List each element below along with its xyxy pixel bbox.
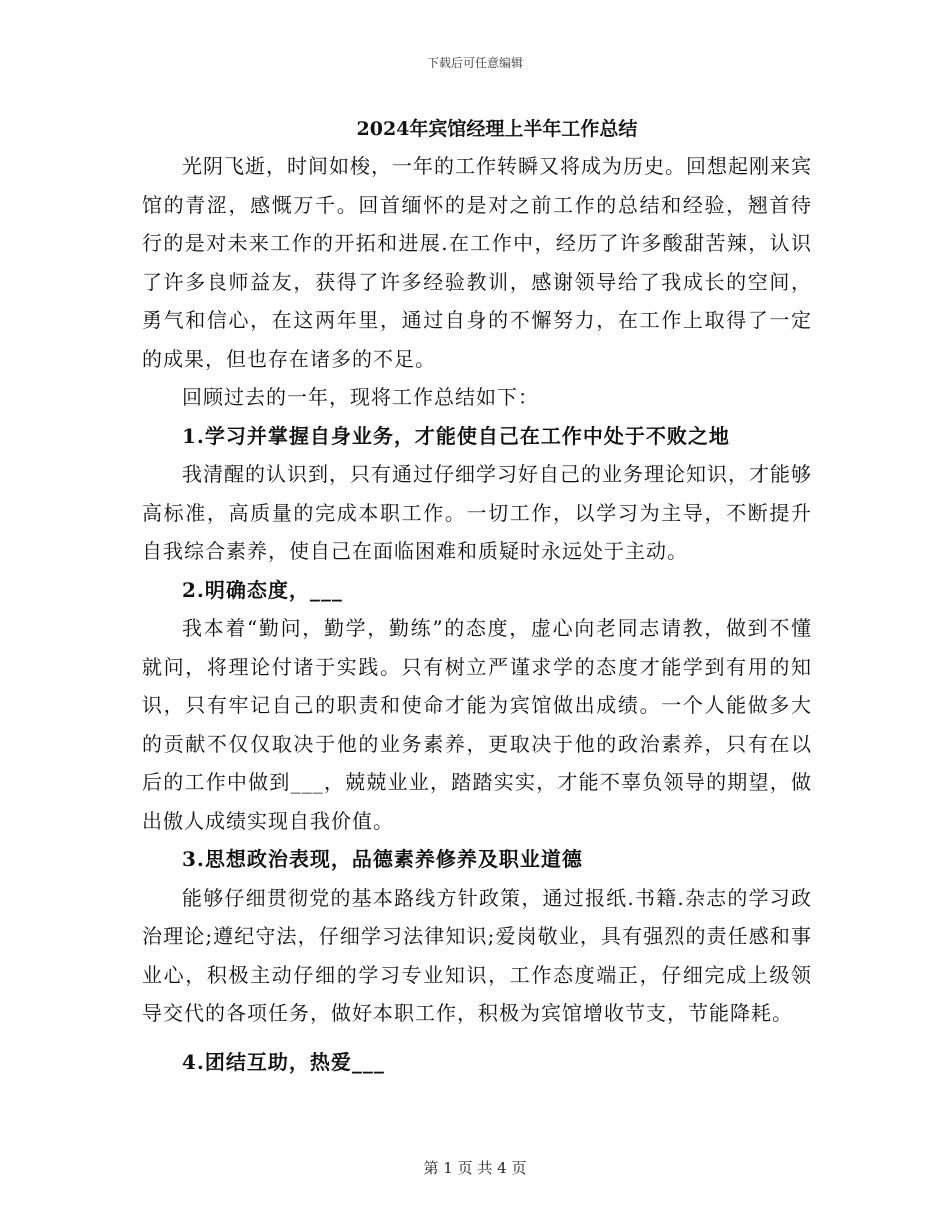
section-heading-1: 1.学习并掌握自身业务，才能使自己在工作中处于不败之地 bbox=[182, 423, 730, 448]
section-spacer bbox=[142, 1033, 812, 1043]
section-body-3: 能够仔细贯彻党的基本路线方针政策，通过报纸.书籍.杂志的学习政治理论;遵纪守法，仔细学习法律知识;爱岗敬业，具有强烈的责任感和事业心，积极主动仔细的学习专业知识，工作态度端正，仔细完成上级领导交代的各项任务，做好本职工作，积极为宾馆增收节支，节能降耗。 bbox=[142, 885, 812, 1025]
header-note: 下载后可任意编辑 bbox=[426, 56, 523, 70]
document-body bbox=[142, 147, 812, 1081]
lead-paragraph: 回顾过去的一年，现将工作总结如下： bbox=[182, 385, 539, 409]
section-heading-2: 2.明确态度，___ bbox=[182, 577, 343, 602]
section-body-1: 我清醒的认识到，只有通过仔细学习好自己的业务理论知识，才能够高标准，高质量的完成本职工作。一切工作，以学习为主导，不断提升自我综合素养，使自己在面临困难和质疑时永远处于主动。 bbox=[142, 462, 812, 563]
section-heading-3: 3.思想政治表现，品德素养修养及职业道德 bbox=[182, 847, 583, 871]
section-body-2: 我本着“勤问，勤学，勤练”的态度，虚心向老同志请教，做到不懂就问，将理论付诸于实践。只有树立严谨求学的态度才能学到有用的知识，只有牢记自己的职责和使命才能为宾馆做出成绩。一个人能做多大的贡献不仅仅取决于他的业务素养，更取决于他的政治素养，只有在以后的工作中做到___，兢兢业业，踏踏实实，才能不辜负领导的期望，做出傲人成绩实现自我价值。 bbox=[142, 616, 812, 833]
section-heading-4: 4.团结互助，热爱___ bbox=[182, 1049, 385, 1074]
intro-paragraph: 光阴飞逝，时间如梭，一年的工作转瞬又将成为历史。回想起刚来宾馆的青涩，感慨万千。回首缅怀的是对之前工作的总结和经验，翘首待行的是对未来工作的开拓和进展.在工作中，经历了许多酸甜苦辣，认识了许多良师益友，获得了许多经验教训，感谢领导给了我成长的空间，勇气和信心，在这两年里，通过自身的不懈努力，在工作上取得了一定的成果，但也存在诸多的不足。 bbox=[142, 154, 812, 371]
page-number: 第 1 页 共 4 页 bbox=[423, 1159, 527, 1177]
document-title: 2024年宾馆经理上半年工作总结 bbox=[356, 118, 638, 140]
